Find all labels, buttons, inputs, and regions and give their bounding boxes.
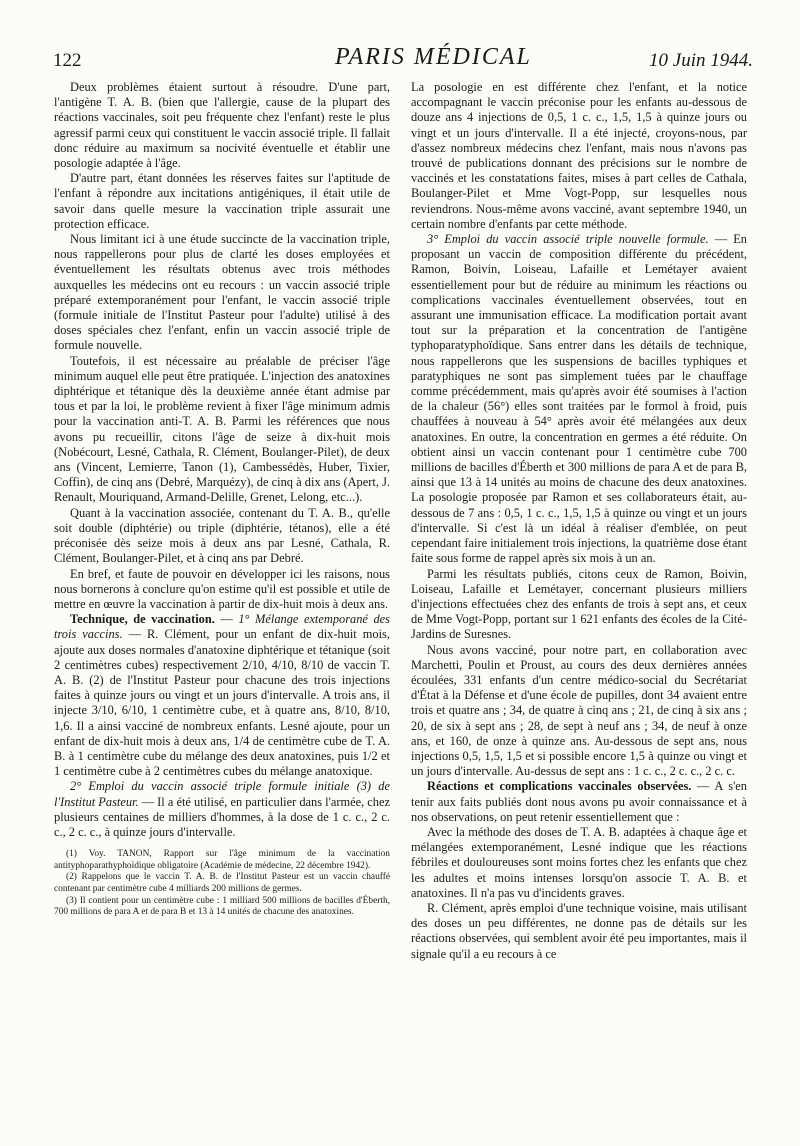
paragraph-text: — R. Clément, pour un enfant de dix-huit mois, ajoute aux doses normales d'anatoxine diphtérique et tétanique (soit 2 centimètres cubes) respectivement 2/10, 4/10, 8/10 de vaccin T. A. B. (2) de l'Institut Pasteur pour chacune des trois injections faites à quinze jours ou vingt et un jours d'intervalle. A trois ans, il injecte 3/10, 6/10, 1 centimètre cube, et à quatre ans, 8/10, 8/10, 1,6. Il a ainsi vacciné de nombreux enfants. Lesné ajoute, pour un enfant de dix-huit mois à deux ans, 1/4 de centimètre cube de T. A. B. à 1 centimètre cube du mélange des deux anatoxines, puis 1/2 et 1 centimètre cube à 2 centimètres cubes du mélange anatoxique.: [54, 627, 390, 779]
running-header: [53, 44, 753, 80]
section-paragraph: [54, 779, 390, 840]
subsection-heading: 1° Mélange extemporané des trois vaccins.: [54, 612, 390, 642]
paragraph: Nous avons vacciné, pour notre part, en collaboration avec Marchetti, Poulin et Proust, au cours des deux dernières années écoulées, 331 enfants d'un centre médico-social du Secrétariat d'État à la Défense et d'une école de pupilles, dont 34 avaient entre trois et quatre ans ; 34, de quatre à cinq ans ; 21, de cinq à six ans ; 20, de six à sept ans ; 28, de sept à neuf ans ; 34, de neuf à onze ans, et 160, de onze à quinze ans. Au-dessous de sept ans, nous injections 0,5, 1,5, 1,5 et si possible encore 1,5 à quinze ou vingt et un jours d'intervalle. Au-dessus de sept ans : 1 c. c., 2 c. c., 2 c. c.: [411, 642, 747, 779]
paragraph-text: — A s'en tenir aux faits publiés dont nous avons pu avoir connaissance et à nos observations, on peut retenir essentiellement que :: [411, 779, 747, 824]
footnote: (3) Il contient pour un centimètre cube : 1 milliard 500 millions de bacilles d'Éberth, 700 millions de para A et de para B et 13 à 14 unités de chacune des anatoxines.: [54, 895, 390, 918]
section-paragraph: Technique, de vaccination. — 1° Mélange extemporané des trois vaccins. — R. Clément, pour un enfant de dix-huit mois, ajoute aux doses normales d'anatoxine diphtérique et tétanique (soit 2 centimètres cubes) respectivement 2/10, 4/10, 8/10 de vaccin T. A. B. (2) de l'Institut Pasteur pour chacune des trois injections faites à quinze jours ou vingt et un jours d'intervalle. A trois ans, il injecte 3/10, 6/10, 1 centimètre cube, et à quatre ans, 8/10, 8/10, 1,6. Il a ainsi vacciné de nombreux enfants. Lesné ajoute, pour un enfant de dix-huit mois à deux ans, 1/4 de centimètre cube de T. A. B. à 1 centimètre cube du mélange des deux anatoxines, puis 1/2 et 1 centimètre cube à 2 centimètres cubes du mélange anatoxique.: [54, 612, 390, 779]
issue-date: 10 Juin 1944.: [649, 50, 753, 71]
section-paragraph: [411, 232, 747, 566]
subsection-heading: 2° Emploi du vaccin associé triple formule initiale (3) de l'Institut Pasteur.: [54, 779, 390, 809]
footnote: (2) Rappelons que le vaccin T. A. B. de l'Institut Pasteur est un vaccin chauffé contenant par centimètre cube 4 milliards 200 millions de germes.: [54, 872, 390, 894]
section-paragraph: [411, 779, 747, 825]
journal-title: PARIS MÉDICAL: [335, 44, 532, 70]
paragraph: Parmi les résultats publiés, citons ceux de Ramon, Boivin, Loiseau, Lafaille et Lemétayer, concernant plusieurs milliers d'injections effectuées chez des enfants de trois à sept ans, et ceux de Mme Vogt-Popp, portant sur 1 621 enfants des écoles de la Cité-Jardins de Suresnes.: [411, 566, 747, 642]
paragraph: Toutefois, il est nécessaire au préalable de préciser l'âge minimum auquel elle peut être pratiquée. L'injection des anatoxines diphtérique et tétanique dès la deuxième année étant admise par tous et par la loi, le problème revient à fixer l'âge minimum admis pour la vaccination anti-T. A. B. Parmi les références que nous avons pu recueillir, citons l'âge de seize à dix-huit mois (Nobécourt, Lesné, Cathala, R. Clément, Boulanger-Pilet), de deux ans (Vincent, Lemierre, Tanon (1), Cambessédès, Huber, Tixier, Coffin), de cinq ans (Debré, Marquézy), de cinq à dix ans (Apert, J. Renault, Mouriquand, Armand-Delille, Grenet, Lelong, etc...).: [54, 353, 390, 505]
section-heading: Réactions et complications vaccinales observées.: [427, 779, 692, 794]
paragraph-text: — Il a été utilisé, en particulier dans l'armée, chez plusieurs centaines de milliers d'hommes, à la dose de 1 c. c., 2 c. c., 2 c. c., à quinze jours d'intervalle.: [54, 794, 390, 839]
paragraph: R. Clément, après emploi d'une technique voisine, mais utilisant des doses un peu différentes, ne donne pas de détails sur les réactions observées, qui semblent avoir été peu importantes, mais il signale qu'il a eu recours à ce: [411, 900, 747, 961]
paragraph: Quant à la vaccination associée, contenant du T. A. B., qu'elle soit double (diphtérie) ou triple (diphtérie, tétanos), elle a été préconisée dès seize mois à deux ans par Lesné, Cathala, R. Clément, Boulanger-Pilet, et à cinq ans par Debré.: [54, 505, 390, 566]
page-number: 122: [53, 50, 82, 71]
paragraph: Nous limitant ici à une étude succincte de la vaccination triple, nous rappellerons pour plus de clarté les doses employées et éventuellement les résultats obtenus avec trois méthodes auxquelles les médecins ont eu recours : un vaccin associé triple préparé extemporanément pour l'enfant, le vaccin associé triple (formule initiale de l'Institut Pasteur pour l'adulte) utilisé à des doses spéciales chez l'enfant, enfin un vaccin associé triple de formule nouvelle.: [54, 232, 390, 353]
paragraph: Deux problèmes étaient surtout à résoudre. D'une part, l'antigène T. A. B. (bien que l'allergie, cause de la plupart des réactions vaccinales, soit peu fréquente chez l'enfant) reste le plus agressif parmi ceux qui constituent le vaccin associé triple. Il fallait donc réduire au maximum sa nocivité éventuelle et établir une posologie adaptée à l'âge.: [54, 80, 390, 171]
paragraph: Avec la méthode des doses de T. A. B. adaptées à chaque âge et mélangées extemporanément, Lesné indique que les réactions fébriles et douloureuses sont moins fortes chez les enfants que chez les adultes et moins intenses lorsqu'on associe T. A. B. et anatoxines. Il n'a pas vu d'incidents graves.: [411, 824, 747, 900]
paragraph: D'autre part, étant données les réserves faites sur l'aptitude de l'enfant à répondre aux incitations antigéniques, il était utile de savoir dans quelle mesure la vaccination triple assurait une protection efficace.: [54, 171, 390, 231]
subsection-heading: 3° Emploi du vaccin associé triple nouvelle formule.: [427, 232, 709, 247]
left-column: [54, 80, 390, 919]
paragraph: En bref, et faute de pouvoir en développer ici les raisons, nous nous bornerons à conclure qu'on estime qu'il est possible et utile de mettre en œuvre la vaccination à partir de dix-huit mois à deux ans.: [54, 566, 390, 611]
paragraph-text: — En proposant un vaccin de composition différente du précédent, Ramon, Boivin, Loiseau, Lafaille et Lemétayer avaient essentiellement pour but de réduire au minimum les réactions ou complications vaccinales éventuellement observées, tout en assurant une immunisation efficace. La modification portait avant tout sur la préparation et la concentration de l'antigène typhoparatyphoïdique. Sans entrer dans les détails de technique, nous rappellerons que les suspensions de bacilles typhiques et paratyphiques ne sont pas simplement tuées par le chauffage comme précédemment, mais qu'après avoir été soumises à l'action de la chaleur (56°) elles sont traitées par le formol à froid, puis chauffées à nouveau à 54° après avoir été mélangées aux deux anatoxines. En outre, la concentration en germes a été réduite. On obtient ainsi un vaccin contenant pour 1 centimètre cube 700 millions de bacilles d'Éberth et 300 millions de para A et de para B, ainsi que 13 à 14 unités au moins de chacune des deux anatoxines. La posologie proposée par Ramon et ses collaborateurs était, au-dessous de 7 ans : 0,5, 1 c. c., 1,5, 1,5 à quinze ou vingt et un jours d'intervalle. Si c'est là un idéal à réaliser d'emblée, on peut cependant faire initialement trois injections, la quatrième dose étant faite sous forme de rappel après six mois à un an.: [411, 232, 747, 566]
section-heading: Technique, de vaccination.: [70, 612, 215, 627]
footnotes: [54, 849, 390, 919]
paragraph: La posologie en est différente chez l'enfant, et la notice accompagnant le vaccin préconise pour les enfants au-dessous de douze ans 4 injections de 0,5, 1 c. c., 1,5, 1,5 à quinze jours ou vingt et un jours d'intervalle. Il a été injecté, croyons-nous, par d'assez nombreux médecins chez l'enfant, mais nous n'avons pas trouvé de publications donnant des précisions sur le nombre de vaccinés et les constatations faites, mises à part celles de Cathala, Boulanger-Pilet et Mme Vogt-Popp, sur lesquelles nous reviendrons. Nous-même avons vacciné, avant septembre 1940, un certain nombre d'enfants par cette méthode.: [411, 80, 747, 231]
right-column: [411, 80, 747, 962]
footnote: (1) Voy. TANON, Rapport sur l'âge minimum de la vaccination antityphoparathyphoïdique obligatoire (Académie de médecine, 22 décembre 1942).: [54, 849, 390, 871]
